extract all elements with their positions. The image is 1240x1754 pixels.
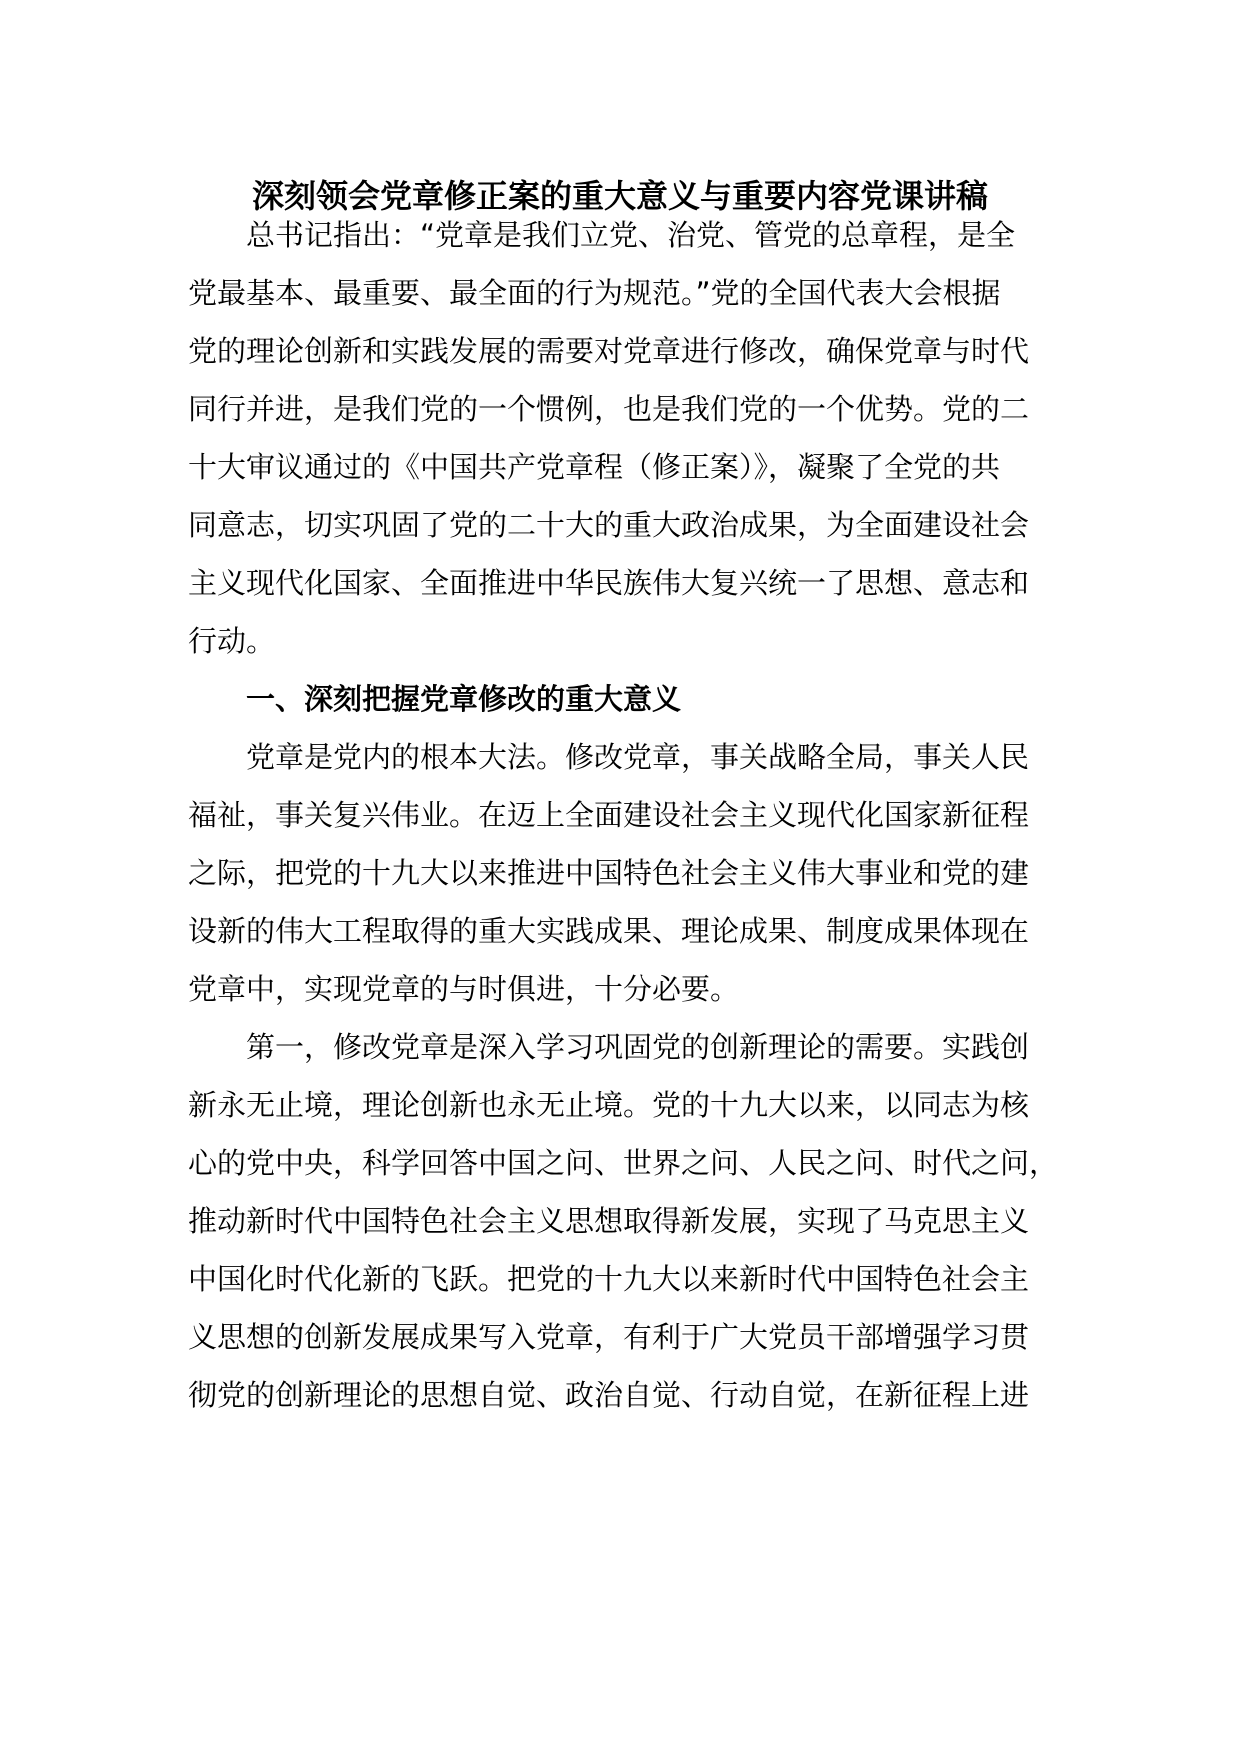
- paragraph-line: 新永无止境，理论创新也永无止境。党的十九大以来，以同志为核: [188, 1088, 1030, 1122]
- paragraph-line: 党章是党内的根本大法。修改党章，事关战略全局，事关人民: [246, 740, 1030, 774]
- paragraph-line: 推动新时代中国特色社会主义思想取得新发展，实现了马克思主义: [188, 1204, 1030, 1238]
- paragraph-line: 之际，把党的十九大以来推进中国特色社会主义伟大事业和党的建: [188, 856, 1030, 890]
- paragraph-line: 中国化时代化新的飞跃。把党的十九大以来新时代中国特色社会主: [188, 1262, 1030, 1296]
- paragraph-line: 第一，修改党章是深入学习巩固党的创新理论的需要。实践创: [246, 1030, 1030, 1064]
- paragraph-line: 同行并进，是我们党的一个惯例，也是我们党的一个优势。党的二: [188, 392, 1030, 426]
- paragraph-line: 义思想的创新发展成果写入党章，有利于广大党员干部增强学习贯: [188, 1320, 1030, 1354]
- paragraph-line: 党的理论创新和实践发展的需要对党章进行修改，确保党章与时代: [188, 334, 1030, 368]
- paragraph-line: 行动。: [188, 624, 276, 658]
- paragraph-line: 党最基本、最重要、最全面的行为规范。”党的全国代表大会根据: [188, 276, 1001, 310]
- paragraph-line: 十大审议通过的《中国共产党章程（修正案）》，凝聚了全党的共: [188, 450, 1001, 484]
- paragraph-line: 福祉，事关复兴伟业。在迈上全面建设社会主义现代化国家新征程: [188, 798, 1030, 832]
- section-heading: 一、深刻把握党章修改的重大意义: [246, 682, 682, 716]
- paragraph-line: 党章中，实现党章的与时俱进，十分必要。: [188, 972, 740, 1006]
- paragraph-line: 同意志，切实巩固了党的二十大的重大政治成果，为全面建设社会: [188, 508, 1030, 542]
- paragraph-line: 总书记指出：“党章是我们立党、治党、管党的总章程，是全: [246, 218, 1016, 252]
- paragraph-line: 心的党中央，科学回答中国之问、世界之问、人民之问、时代之问，: [188, 1146, 1059, 1180]
- paragraph-line: 彻党的创新理论的思想自觉、政治自觉、行动自觉，在新征程上进: [188, 1378, 1030, 1412]
- document-title: 深刻领会党章修正案的重大意义与重要内容党课讲稿: [251, 177, 988, 215]
- paragraph-line: 主义现代化国家、全面推进中华民族伟大复兴统一了思想、意志和: [188, 566, 1030, 600]
- paragraph-line: 设新的伟大工程取得的重大实践成果、理论成果、制度成果体现在: [188, 914, 1030, 948]
